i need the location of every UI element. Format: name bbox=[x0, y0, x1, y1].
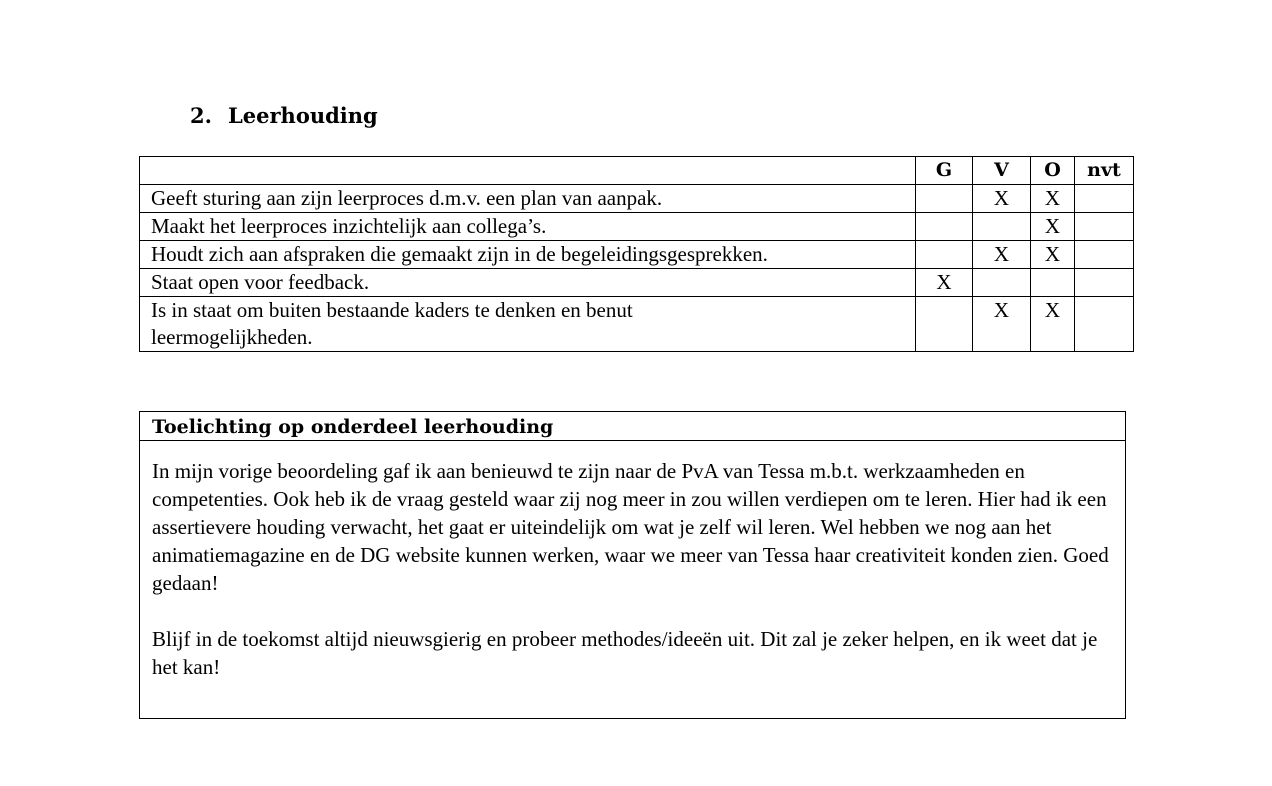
table-row bbox=[140, 241, 1134, 269]
table-row bbox=[140, 269, 1134, 297]
header-criterion bbox=[140, 157, 916, 185]
mark-nvt bbox=[1075, 185, 1134, 213]
criterion-cell: Geeft sturing aan zijn leerproces d.m.v. een plan van aanpak. bbox=[140, 185, 916, 213]
mark-nvt bbox=[1075, 297, 1134, 352]
mark-g bbox=[916, 185, 973, 213]
mark-g: X bbox=[916, 269, 973, 297]
mark-o: X bbox=[1031, 213, 1075, 241]
section-heading bbox=[190, 103, 378, 128]
mark-v bbox=[973, 213, 1031, 241]
mark-nvt bbox=[1075, 241, 1134, 269]
mark-o: X bbox=[1031, 185, 1075, 213]
table-header-row bbox=[140, 157, 1134, 185]
mark-o: X bbox=[1031, 297, 1075, 352]
assessment-table bbox=[139, 156, 1134, 352]
header-g: G bbox=[916, 157, 973, 185]
criterion-cell: Houdt zich aan afspraken die gemaakt zijn in de begeleidingsgesprekken. bbox=[140, 241, 916, 269]
header-o: O bbox=[1031, 157, 1075, 185]
explanation-paragraph: In mijn vorige beoordeling gaf ik aan benieuwd te zijn naar de PvA van Tessa m.b.t. werkzaamheden en competenties. Ook heb ik de vraag gesteld waar zij nog meer in zou willen verdiepen om te leren. Hier had ik een assertievere houding verwacht, het gaat er uiteindelijk om wat je zelf wil leren. Wel hebben we nog aan het animatiemagazine en de DG website kunnen werken, waar we meer van Tessa haar creativiteit konden zien. Goed gedaan! bbox=[152, 459, 1109, 595]
mark-nvt bbox=[1075, 213, 1134, 241]
mark-g bbox=[916, 213, 973, 241]
mark-g bbox=[916, 241, 973, 269]
section-number: 2. bbox=[190, 103, 212, 128]
criterion-cell: Is in staat om buiten bestaande kaders te denken en benut leermogelijkheden. bbox=[140, 297, 916, 352]
explanation-body bbox=[140, 441, 1125, 681]
table-row bbox=[140, 185, 1134, 213]
mark-nvt bbox=[1075, 269, 1134, 297]
mark-g bbox=[916, 297, 973, 352]
explanation-paragraph: Blijf in de toekomst altijd nieuwsgierig en probeer methodes/ideeën uit. Dit zal je zeker helpen, en ik weet dat je het kan! bbox=[152, 627, 1098, 679]
header-nvt: nvt bbox=[1075, 157, 1134, 185]
mark-v: X bbox=[973, 241, 1031, 269]
mark-o: X bbox=[1031, 241, 1075, 269]
explanation-title: Toelichting op onderdeel leerhouding bbox=[140, 412, 1125, 441]
header-v: V bbox=[973, 157, 1031, 185]
explanation-box bbox=[139, 411, 1126, 719]
table-row bbox=[140, 297, 1134, 352]
mark-v: X bbox=[973, 297, 1031, 352]
table-row bbox=[140, 213, 1134, 241]
section-title: Leerhouding bbox=[228, 103, 378, 128]
mark-v: X bbox=[973, 185, 1031, 213]
mark-v bbox=[973, 269, 1031, 297]
criterion-cell: Staat open voor feedback. bbox=[140, 269, 916, 297]
mark-o bbox=[1031, 269, 1075, 297]
criterion-cell: Maakt het leerproces inzichtelijk aan collega’s. bbox=[140, 213, 916, 241]
